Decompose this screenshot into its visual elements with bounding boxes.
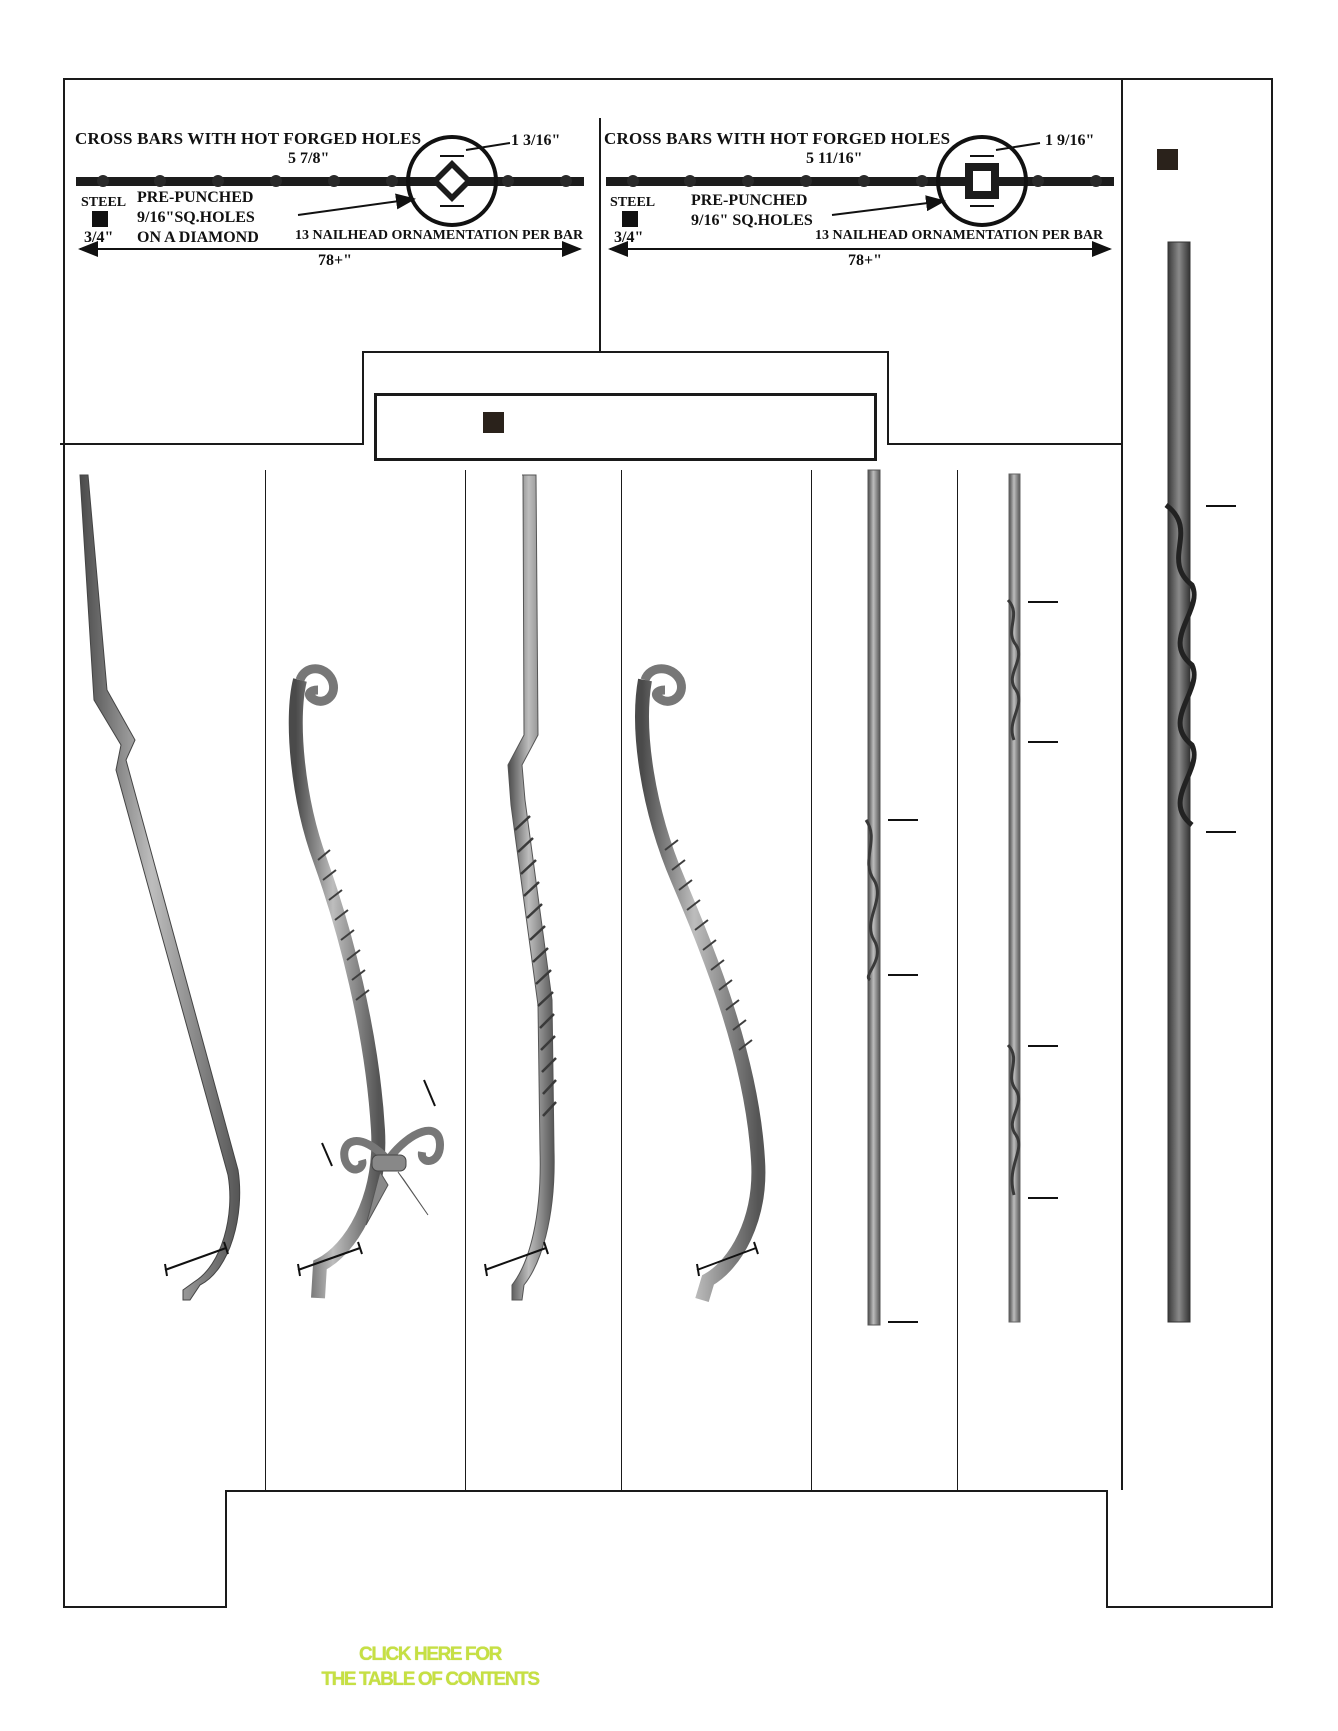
baluster-straight-double-twist	[1008, 474, 1058, 1322]
crossbar-right-ornament: 13 NAILHEAD ORNAMENTATION PER BAR	[815, 228, 1104, 243]
crossbar-right-length: 78+"	[848, 252, 882, 269]
crossbar-left-hole-size: 1 3/16"	[511, 132, 561, 149]
crossbar-left-holes-line3: ON A DIAMOND	[137, 229, 259, 246]
crossbar-left-spacing: 5 7/8"	[288, 150, 330, 167]
crossbar-right-holes-line2: 9/16" SQ.HOLES	[691, 212, 813, 229]
baluster-offset-twist	[485, 475, 556, 1300]
baluster-scroll-twist-collar	[296, 669, 440, 1298]
baluster-scroll-twist	[642, 669, 758, 1300]
toc-link-line2: THE TABLE OF CONTENTS	[321, 1669, 539, 1690]
crossbar-left-title: CROSS BARS WITH HOT FORGED HOLES	[75, 129, 422, 148]
crossbar-right-holes-line1: PRE-PUNCHED	[691, 192, 808, 209]
crossbar-right-hole-size: 1 9/16"	[1045, 132, 1095, 149]
post-large-twist	[1166, 242, 1236, 1322]
crossbar-right-bar-size: 3/4"	[614, 229, 644, 246]
crossbar-left-ornament: 13 NAILHEAD ORNAMENTATION PER BAR	[295, 228, 584, 243]
crossbar-left-material: STEEL	[81, 195, 127, 210]
baluster-offset-plain	[80, 475, 240, 1300]
crossbar-left-length: 78+"	[318, 252, 352, 269]
toc-link-line1: CLICK HERE FOR	[359, 1644, 501, 1665]
baluster-straight-single-twist	[866, 470, 918, 1325]
crossbar-right-spacing: 5 11/16"	[806, 150, 863, 167]
crossbar-left-holes-line1: PRE-PUNCHED	[137, 189, 254, 206]
table-of-contents-link[interactable]	[300, 1644, 560, 1691]
crossbar-right-title: CROSS BARS WITH HOT FORGED HOLES	[604, 129, 951, 148]
crossbar-left-holes-line2: 9/16"SQ.HOLES	[137, 209, 255, 226]
crossbar-left-bar-size: 3/4"	[84, 229, 114, 246]
crossbar-right-material: STEEL	[610, 195, 656, 210]
